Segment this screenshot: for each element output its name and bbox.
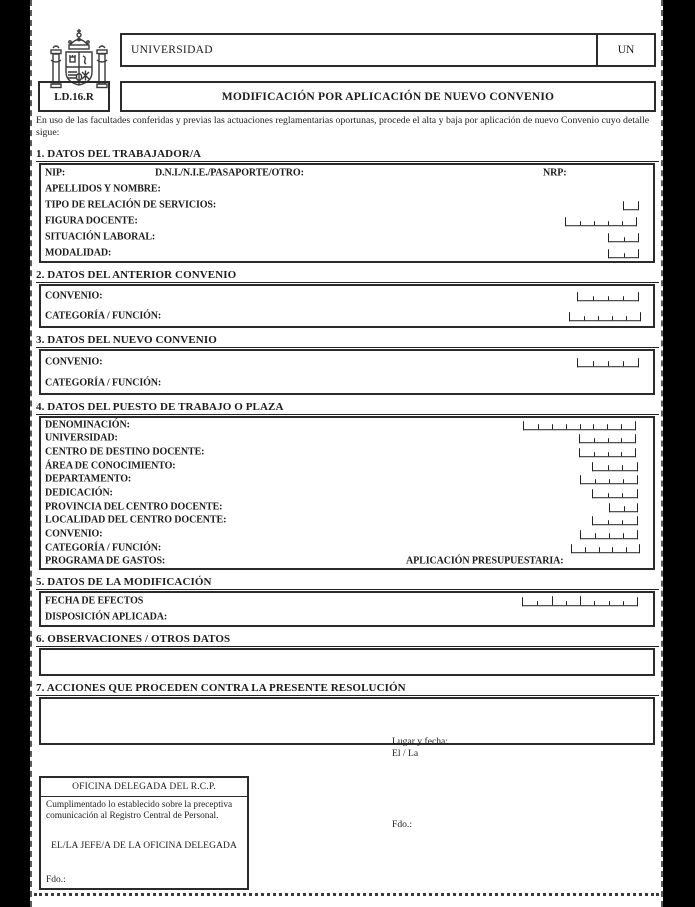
section-heading: 3. DATOS DEL NUEVO CONVENIO <box>36 334 659 348</box>
field-label: APLICACIÓN PRESUPUESTARIA: <box>406 555 564 567</box>
section-heading: 4. DATOS DEL PUESTO DE TRABAJO O PLAZA <box>36 401 659 415</box>
form-code-box: LD.16.R <box>38 81 110 112</box>
field-label: CATEGORÍA / FUNCIÓN: <box>45 542 162 554</box>
field-label: DEPARTAMENTO: <box>45 473 132 485</box>
section-heading: 7. ACCIONES QUE PROCEDEN CONTRA LA PRESENTE RESOLUCIÓN <box>36 682 659 696</box>
section-6 <box>36 633 659 676</box>
delegated-office-title: OFICINA DELEGADA DEL R.C.P. <box>41 778 247 797</box>
section-box <box>39 591 655 627</box>
place-and-date-block <box>392 736 448 760</box>
comb-tick <box>566 425 567 430</box>
form-row <box>41 306 653 326</box>
section-5 <box>36 576 659 627</box>
comb-tick <box>621 438 622 443</box>
comb-tick <box>608 361 609 366</box>
field-label: NRP: <box>543 167 567 179</box>
comb-tick <box>593 425 594 430</box>
delegated-office-signature-label: Fdo.: <box>46 875 66 885</box>
organization-box <box>120 33 656 67</box>
form-row <box>41 351 653 372</box>
comb-tick <box>609 601 610 606</box>
form-header <box>32 0 661 142</box>
form-row <box>41 593 653 609</box>
comb-input-field[interactable] <box>608 233 639 242</box>
field-label: TIPO DE RELACIÓN DE SERVICIOS: <box>45 199 217 211</box>
section-box[interactable] <box>39 697 655 745</box>
place-date-label: Lugar y fecha: <box>392 736 448 747</box>
field-label: CATEGORÍA / FUNCIÓN: <box>45 310 162 322</box>
comb-tick <box>595 534 596 539</box>
delegated-office-signer: EL/LA JEFE/A DE LA OFICINA DELEGADA <box>51 841 237 851</box>
form-row <box>41 229 653 245</box>
comb-tick <box>624 253 625 258</box>
comb-tick <box>594 452 595 457</box>
comb-input-field[interactable] <box>609 503 638 512</box>
comb-tick <box>538 425 539 430</box>
section-box <box>39 349 655 395</box>
section-3 <box>36 334 659 395</box>
form-row <box>41 459 653 473</box>
comb-tick <box>624 506 625 511</box>
field-label: ÁREA DE CONOCIMIENTO: <box>45 460 176 472</box>
form-row <box>41 541 653 555</box>
comb-input-field[interactable] <box>623 201 639 210</box>
comb-tick <box>621 452 622 457</box>
signature-label-right: Fdo.: <box>392 819 412 830</box>
comb-tick <box>584 316 585 321</box>
section-2 <box>36 269 659 328</box>
comb-tick <box>580 425 581 430</box>
form-sheet <box>30 0 663 907</box>
comb-input-field[interactable] <box>577 358 639 367</box>
comb-tick <box>622 465 623 470</box>
comb-tick <box>621 425 622 430</box>
comb-tick <box>608 438 609 443</box>
comb-input-field[interactable] <box>569 312 641 321</box>
form-row <box>41 418 653 432</box>
comb-input-field[interactable] <box>580 476 638 485</box>
comb-tick <box>537 601 538 606</box>
section-7 <box>36 682 659 745</box>
comb-tick <box>608 221 609 226</box>
form-row <box>41 245 653 261</box>
comb-tick <box>623 601 624 606</box>
comb-tick <box>623 534 624 539</box>
field-label: CONVENIO: <box>45 528 103 540</box>
field-label: DISPOSICIÓN APLICADA: <box>45 611 168 623</box>
field-label: CONVENIO: <box>45 356 103 367</box>
comb-input-field[interactable] <box>608 249 639 258</box>
comb-tick <box>609 534 610 539</box>
comb-tick <box>609 479 610 484</box>
comb-tick <box>626 547 627 552</box>
comb-input-field[interactable] <box>592 517 638 526</box>
form-row <box>41 500 653 514</box>
form-row <box>41 554 653 568</box>
comb-tick <box>580 596 581 605</box>
signer-prefix-label: El / La <box>392 748 419 759</box>
organization-label: UNIVERSIDAD <box>131 44 213 56</box>
comb-tick <box>612 316 613 321</box>
comb-tick <box>623 361 624 366</box>
comb-input-field[interactable] <box>522 597 638 606</box>
comb-input-field[interactable] <box>565 217 637 226</box>
comb-tick <box>608 465 609 470</box>
field-label: CATEGORÍA / FUNCIÓN: <box>45 377 162 388</box>
field-label: NIP: <box>45 167 66 179</box>
form-row <box>41 513 653 527</box>
comb-tick <box>622 221 623 226</box>
delegated-office-text: Cumplimentado lo establecido sobre la preceptiva comunicación al Registro Central de Personal. <box>46 800 233 821</box>
field-label: PROGRAMA DE GASTOS: <box>45 555 166 567</box>
comb-tick <box>612 547 613 552</box>
section-4 <box>36 401 659 570</box>
form-row <box>41 197 653 213</box>
section-1 <box>36 148 659 263</box>
section-box <box>39 416 655 570</box>
comb-tick <box>593 296 594 301</box>
comb-tick <box>622 520 623 525</box>
section-heading: 2. DATOS DEL ANTERIOR CONVENIO <box>36 269 659 283</box>
comb-tick <box>595 479 596 484</box>
section-heading: 5. DATOS DE LA MODIFICACIÓN <box>36 576 659 590</box>
form-row <box>41 609 653 625</box>
section-heading: 1. DATOS DEL TRABAJADOR/A <box>36 148 659 162</box>
comb-tick <box>594 601 595 606</box>
field-label: FECHA DE EFECTOS <box>45 595 144 607</box>
comb-tick <box>608 296 609 301</box>
organization-code: UN <box>596 35 654 65</box>
section-box <box>39 163 655 263</box>
field-label: PROVINCIA DEL CENTRO DOCENTE: <box>45 501 223 513</box>
field-label: LOCALIDAD DEL CENTRO DOCENTE: <box>45 514 227 526</box>
delegated-office-box <box>39 776 249 890</box>
field-label: D.N.I./N.I.E./PASAPORTE/OTRO: <box>155 167 304 179</box>
field-label: CONVENIO: <box>45 290 103 302</box>
comb-input-field[interactable] <box>523 421 636 430</box>
section-box[interactable] <box>39 648 655 676</box>
comb-input-field[interactable] <box>571 544 640 553</box>
section-heading: 6. OBSERVACIONES / OTROS DATOS <box>36 633 659 647</box>
form-row <box>41 486 653 500</box>
comb-tick <box>608 493 609 498</box>
comb-tick <box>608 452 609 457</box>
section-box <box>39 284 655 328</box>
comb-tick <box>580 221 581 226</box>
comb-input-field[interactable] <box>577 292 639 301</box>
form-row <box>41 445 653 459</box>
comb-tick <box>623 479 624 484</box>
comb-tick <box>593 361 594 366</box>
page-bottom-cut-line <box>34 893 659 896</box>
form-row <box>41 527 653 541</box>
field-label: UNIVERSIDAD: <box>45 432 118 444</box>
comb-tick <box>594 438 595 443</box>
form-row <box>41 165 653 181</box>
comb-tick <box>585 547 586 552</box>
comb-tick <box>607 425 608 430</box>
field-label: FIGURA DOCENTE: <box>45 215 138 227</box>
field-label: DENOMINACIÓN: <box>45 419 130 431</box>
form-row <box>41 213 653 229</box>
comb-tick <box>623 296 624 301</box>
comb-tick <box>599 547 600 552</box>
form-row <box>41 473 653 487</box>
field-label: DEDICACIÓN: <box>45 487 113 499</box>
comb-tick <box>622 493 623 498</box>
field-label: APELLIDOS Y NOMBRE: <box>45 183 161 195</box>
form-row <box>41 181 653 197</box>
comb-tick <box>608 520 609 525</box>
comb-input-field[interactable] <box>579 435 636 444</box>
comb-tick <box>598 316 599 321</box>
form-intro-text: En uso de las facultades conferidas y previas las actuaciones reglamentarias oportunas, procede el alta y baja por aplicación de nuevo Convenio cuyo detalle sigue: <box>36 115 650 138</box>
comb-tick <box>626 316 627 321</box>
comb-tick <box>552 425 553 430</box>
comb-input-field[interactable] <box>592 489 638 498</box>
comb-input-field[interactable] <box>580 530 638 539</box>
field-label: MODALIDAD: <box>45 247 112 259</box>
form-row <box>41 432 653 446</box>
comb-tick <box>552 596 553 605</box>
comb-tick <box>594 221 595 226</box>
comb-tick <box>566 601 567 606</box>
comb-tick <box>624 237 625 242</box>
form-title: MODIFICACIÓN POR APLICACIÓN DE NUEVO CONVENIO <box>120 81 656 112</box>
field-label: CENTRO DE DESTINO DOCENTE: <box>45 446 205 458</box>
form-sections <box>32 148 661 745</box>
field-label: SITUACIÓN LABORAL: <box>45 231 156 243</box>
form-row <box>41 372 653 393</box>
comb-input-field[interactable] <box>592 462 638 471</box>
form-row <box>41 286 653 306</box>
comb-input-field[interactable] <box>579 448 636 457</box>
